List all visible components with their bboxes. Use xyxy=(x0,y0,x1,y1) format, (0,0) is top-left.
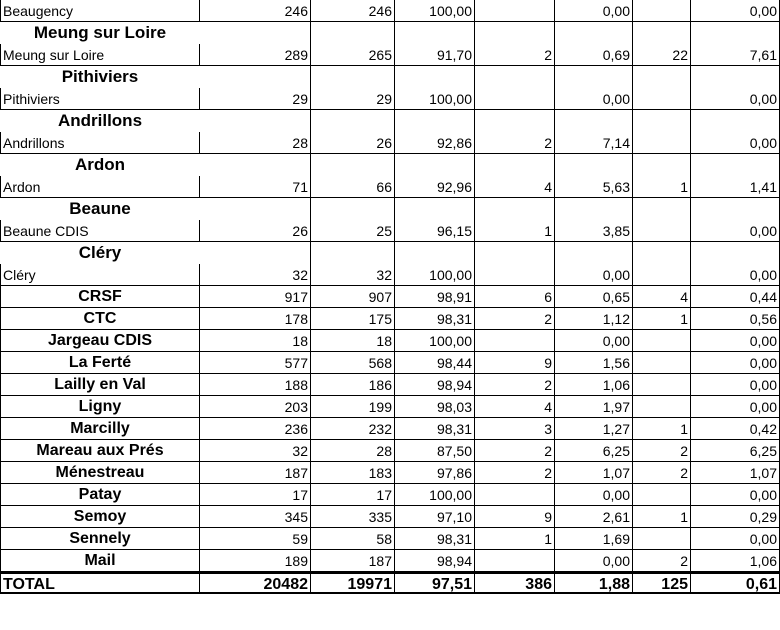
empty-cell xyxy=(691,110,780,132)
rate-2-cell: 0,00 xyxy=(691,352,780,374)
name-cell: Lailly en Val xyxy=(0,374,200,396)
name-cell: Patay xyxy=(0,484,200,506)
empty-cell xyxy=(633,66,691,88)
empty-cell xyxy=(475,154,555,176)
empty-cell xyxy=(395,154,475,176)
count-4-cell: 125 xyxy=(633,572,691,594)
empty-cell xyxy=(633,198,691,220)
rate-2-cell: 0,00 xyxy=(691,396,780,418)
empty-cell xyxy=(395,198,475,220)
rate-2-cell: 0,00 xyxy=(691,0,780,22)
count-2-cell: 232 xyxy=(311,418,395,440)
count-4-cell: 1 xyxy=(633,176,691,198)
count-2-cell: 199 xyxy=(311,396,395,418)
count-2-cell: 183 xyxy=(311,462,395,484)
percent-cell: 98,44 xyxy=(395,352,475,374)
rate-1-cell: 0,00 xyxy=(555,264,633,286)
rate-1-cell: 1,69 xyxy=(555,528,633,550)
rate-1-cell: 0,00 xyxy=(555,550,633,572)
rate-1-cell: 7,14 xyxy=(555,132,633,154)
name-cell: Sennely xyxy=(0,528,200,550)
count-2-cell: 25 xyxy=(311,220,395,242)
name-cell: Meung sur Loire xyxy=(0,44,200,66)
percent-cell: 100,00 xyxy=(395,484,475,506)
empty-cell xyxy=(200,198,311,220)
table-row xyxy=(0,308,780,330)
table-row xyxy=(0,330,780,352)
empty-cell xyxy=(311,154,395,176)
count-2-cell: 19971 xyxy=(311,572,395,594)
rate-2-cell: 0,56 xyxy=(691,308,780,330)
section-header-row xyxy=(0,198,780,220)
section-header-row xyxy=(0,66,780,88)
count-2-cell: 66 xyxy=(311,176,395,198)
count-3-cell: 2 xyxy=(475,462,555,484)
empty-cell xyxy=(475,66,555,88)
count-2-cell: 186 xyxy=(311,374,395,396)
count-2-cell: 265 xyxy=(311,44,395,66)
empty-cell xyxy=(555,154,633,176)
name-cell: CRSF xyxy=(0,286,200,308)
rate-2-cell: 0,29 xyxy=(691,506,780,528)
rate-1-cell: 1,27 xyxy=(555,418,633,440)
table-row xyxy=(0,506,780,528)
name-cell: Andrillons xyxy=(0,132,200,154)
name-cell: Beaugency xyxy=(0,0,200,22)
percent-cell: 98,31 xyxy=(395,418,475,440)
count-2-cell: 17 xyxy=(311,484,395,506)
section-title: Beaune xyxy=(69,199,131,218)
name-cell: CTC xyxy=(0,308,200,330)
percent-cell: 96,15 xyxy=(395,220,475,242)
name-cell: La Ferté xyxy=(0,352,200,374)
empty-cell xyxy=(691,154,780,176)
rate-2-cell: 0,00 xyxy=(691,528,780,550)
count-1-cell: 32 xyxy=(200,440,311,462)
count-1-cell: 188 xyxy=(200,374,311,396)
table-row xyxy=(0,44,780,66)
rate-2-cell: 0,00 xyxy=(691,264,780,286)
rate-1-cell: 2,61 xyxy=(555,506,633,528)
table-row xyxy=(0,396,780,418)
table-row xyxy=(0,264,780,286)
rate-2-cell: 1,07 xyxy=(691,462,780,484)
count-3-cell: 3 xyxy=(475,418,555,440)
count-4-cell: 4 xyxy=(633,286,691,308)
count-1-cell: 187 xyxy=(200,462,311,484)
rate-1-cell: 1,97 xyxy=(555,396,633,418)
percent-cell: 87,50 xyxy=(395,440,475,462)
empty-cell xyxy=(691,66,780,88)
rate-1-cell: 0,00 xyxy=(555,88,633,110)
count-3-cell: 6 xyxy=(475,286,555,308)
percent-cell: 97,51 xyxy=(395,572,475,594)
count-4-cell xyxy=(633,396,691,418)
rate-1-cell: 1,06 xyxy=(555,374,633,396)
rate-2-cell: 0,00 xyxy=(691,484,780,506)
empty-cell xyxy=(200,22,311,44)
empty-cell xyxy=(311,242,395,264)
section-header-row xyxy=(0,242,780,264)
percent-cell: 98,94 xyxy=(395,550,475,572)
table-row xyxy=(0,176,780,198)
count-1-cell: 18 xyxy=(200,330,311,352)
count-1-cell: 917 xyxy=(200,286,311,308)
count-4-cell: 2 xyxy=(633,440,691,462)
section-title: Pithiviers xyxy=(61,67,139,86)
count-3-cell: 1 xyxy=(475,528,555,550)
count-1-cell: 203 xyxy=(200,396,311,418)
count-3-cell xyxy=(475,88,555,110)
count-1-cell: 20482 xyxy=(200,572,311,594)
count-3-cell: 386 xyxy=(475,572,555,594)
empty-cell xyxy=(555,198,633,220)
percent-cell: 98,94 xyxy=(395,374,475,396)
rate-2-cell: 0,44 xyxy=(691,286,780,308)
percent-cell: 100,00 xyxy=(395,88,475,110)
count-2-cell: 907 xyxy=(311,286,395,308)
section-header-row xyxy=(0,22,780,44)
count-1-cell: 577 xyxy=(200,352,311,374)
count-4-cell: 1 xyxy=(633,506,691,528)
empty-cell xyxy=(633,154,691,176)
table-row xyxy=(0,286,780,308)
rate-1-cell: 5,63 xyxy=(555,176,633,198)
rate-1-cell: 1,88 xyxy=(555,572,633,594)
section-header-row xyxy=(0,154,780,176)
count-3-cell: 4 xyxy=(475,396,555,418)
count-3-cell: 1 xyxy=(475,220,555,242)
table-row xyxy=(0,484,780,506)
empty-cell xyxy=(475,22,555,44)
empty-cell xyxy=(200,242,311,264)
count-4-cell: 2 xyxy=(633,462,691,484)
count-1-cell: 26 xyxy=(200,220,311,242)
empty-cell xyxy=(395,110,475,132)
count-3-cell: 2 xyxy=(475,308,555,330)
table-row xyxy=(0,440,780,462)
empty-cell xyxy=(200,66,311,88)
count-3-cell xyxy=(475,0,555,22)
empty-cell xyxy=(691,198,780,220)
name-cell: Pithiviers xyxy=(0,88,200,110)
name-cell: Ardon xyxy=(0,176,200,198)
count-4-cell xyxy=(633,374,691,396)
table-row xyxy=(0,352,780,374)
percent-cell: 97,10 xyxy=(395,506,475,528)
count-3-cell xyxy=(475,330,555,352)
empty-cell xyxy=(475,110,555,132)
count-2-cell: 175 xyxy=(311,308,395,330)
rate-2-cell: 0,00 xyxy=(691,88,780,110)
table-row xyxy=(0,0,780,22)
count-4-cell xyxy=(633,352,691,374)
rate-2-cell: 1,06 xyxy=(691,550,780,572)
count-1-cell: 345 xyxy=(200,506,311,528)
count-4-cell xyxy=(633,88,691,110)
count-2-cell: 18 xyxy=(311,330,395,352)
table-row xyxy=(0,220,780,242)
count-4-cell xyxy=(633,264,691,286)
count-3-cell: 9 xyxy=(475,506,555,528)
empty-cell xyxy=(395,22,475,44)
empty-cell xyxy=(311,22,395,44)
rate-1-cell: 1,07 xyxy=(555,462,633,484)
count-1-cell: 236 xyxy=(200,418,311,440)
rate-2-cell: 0,00 xyxy=(691,374,780,396)
percent-cell: 100,00 xyxy=(395,264,475,286)
table-row xyxy=(0,462,780,484)
empty-cell xyxy=(475,198,555,220)
count-2-cell: 568 xyxy=(311,352,395,374)
empty-cell xyxy=(633,110,691,132)
count-3-cell: 2 xyxy=(475,132,555,154)
count-3-cell: 4 xyxy=(475,176,555,198)
percent-cell: 91,70 xyxy=(395,44,475,66)
empty-cell xyxy=(200,154,311,176)
rate-2-cell: 0,00 xyxy=(691,220,780,242)
section-header-row xyxy=(0,110,780,132)
percent-cell: 100,00 xyxy=(395,330,475,352)
count-1-cell: 178 xyxy=(200,308,311,330)
name-cell: Mareau aux Prés xyxy=(0,440,200,462)
total-row xyxy=(0,572,780,594)
percent-cell: 92,86 xyxy=(395,132,475,154)
table-row xyxy=(0,418,780,440)
count-4-cell: 1 xyxy=(633,418,691,440)
rate-2-cell: 0,42 xyxy=(691,418,780,440)
rate-1-cell: 3,85 xyxy=(555,220,633,242)
rate-1-cell: 0,00 xyxy=(555,0,633,22)
rate-1-cell: 1,56 xyxy=(555,352,633,374)
count-2-cell: 28 xyxy=(311,440,395,462)
count-2-cell: 58 xyxy=(311,528,395,550)
count-4-cell: 22 xyxy=(633,44,691,66)
name-cell: Jargeau CDIS xyxy=(0,330,200,352)
section-title: Andrillons xyxy=(57,111,143,130)
count-4-cell xyxy=(633,132,691,154)
count-1-cell: 246 xyxy=(200,0,311,22)
table-row xyxy=(0,528,780,550)
name-cell: Ligny xyxy=(0,396,200,418)
count-1-cell: 28 xyxy=(200,132,311,154)
count-1-cell: 29 xyxy=(200,88,311,110)
rate-1-cell: 1,12 xyxy=(555,308,633,330)
count-2-cell: 246 xyxy=(311,0,395,22)
rate-1-cell: 0,69 xyxy=(555,44,633,66)
empty-cell xyxy=(475,242,555,264)
name-cell: TOTAL xyxy=(0,572,200,594)
count-3-cell: 9 xyxy=(475,352,555,374)
empty-cell xyxy=(633,22,691,44)
count-4-cell: 2 xyxy=(633,550,691,572)
count-3-cell: 2 xyxy=(475,440,555,462)
count-1-cell: 32 xyxy=(200,264,311,286)
count-2-cell: 29 xyxy=(311,88,395,110)
rate-2-cell: 7,61 xyxy=(691,44,780,66)
rate-2-cell: 6,25 xyxy=(691,440,780,462)
count-3-cell: 2 xyxy=(475,44,555,66)
rate-1-cell: 0,00 xyxy=(555,484,633,506)
count-3-cell xyxy=(475,550,555,572)
count-3-cell xyxy=(475,264,555,286)
empty-cell xyxy=(200,110,311,132)
empty-cell xyxy=(633,242,691,264)
count-4-cell xyxy=(633,528,691,550)
count-1-cell: 71 xyxy=(200,176,311,198)
percent-cell: 97,86 xyxy=(395,462,475,484)
count-2-cell: 26 xyxy=(311,132,395,154)
empty-cell xyxy=(395,242,475,264)
percent-cell: 98,31 xyxy=(395,528,475,550)
count-4-cell xyxy=(633,330,691,352)
percent-cell: 100,00 xyxy=(395,0,475,22)
empty-cell xyxy=(691,22,780,44)
rate-2-cell: 0,00 xyxy=(691,330,780,352)
count-1-cell: 59 xyxy=(200,528,311,550)
percent-cell: 92,96 xyxy=(395,176,475,198)
count-4-cell xyxy=(633,484,691,506)
count-4-cell: 1 xyxy=(633,308,691,330)
count-2-cell: 335 xyxy=(311,506,395,528)
count-4-cell xyxy=(633,0,691,22)
empty-cell xyxy=(691,242,780,264)
name-cell: Cléry xyxy=(0,264,200,286)
name-cell: Beaune CDIS xyxy=(0,220,200,242)
rate-2-cell: 1,41 xyxy=(691,176,780,198)
empty-cell xyxy=(555,110,633,132)
rate-2-cell: 0,61 xyxy=(691,572,780,594)
name-cell: Mail xyxy=(0,550,200,572)
section-title: Ardon xyxy=(74,155,126,174)
count-4-cell xyxy=(633,220,691,242)
rate-1-cell: 6,25 xyxy=(555,440,633,462)
empty-cell xyxy=(311,66,395,88)
empty-cell xyxy=(395,66,475,88)
count-3-cell: 2 xyxy=(475,374,555,396)
empty-cell xyxy=(555,66,633,88)
percent-cell: 98,31 xyxy=(395,308,475,330)
name-cell: Semoy xyxy=(0,506,200,528)
empty-cell xyxy=(311,110,395,132)
rate-1-cell: 0,65 xyxy=(555,286,633,308)
table-row xyxy=(0,550,780,572)
section-title: Meung sur Loire xyxy=(33,23,167,42)
name-cell: Marcilly xyxy=(0,418,200,440)
table-row xyxy=(0,132,780,154)
table-row xyxy=(0,374,780,396)
count-1-cell: 189 xyxy=(200,550,311,572)
empty-cell xyxy=(555,22,633,44)
count-1-cell: 17 xyxy=(200,484,311,506)
count-1-cell: 289 xyxy=(200,44,311,66)
empty-cell xyxy=(311,198,395,220)
percent-cell: 98,03 xyxy=(395,396,475,418)
percent-cell: 98,91 xyxy=(395,286,475,308)
count-2-cell: 32 xyxy=(311,264,395,286)
table-row xyxy=(0,88,780,110)
rate-2-cell: 0,00 xyxy=(691,132,780,154)
rate-1-cell: 0,00 xyxy=(555,330,633,352)
count-2-cell: 187 xyxy=(311,550,395,572)
empty-cell xyxy=(555,242,633,264)
name-cell: Ménestreau xyxy=(0,462,200,484)
count-3-cell xyxy=(475,484,555,506)
section-title: Cléry xyxy=(78,243,122,262)
